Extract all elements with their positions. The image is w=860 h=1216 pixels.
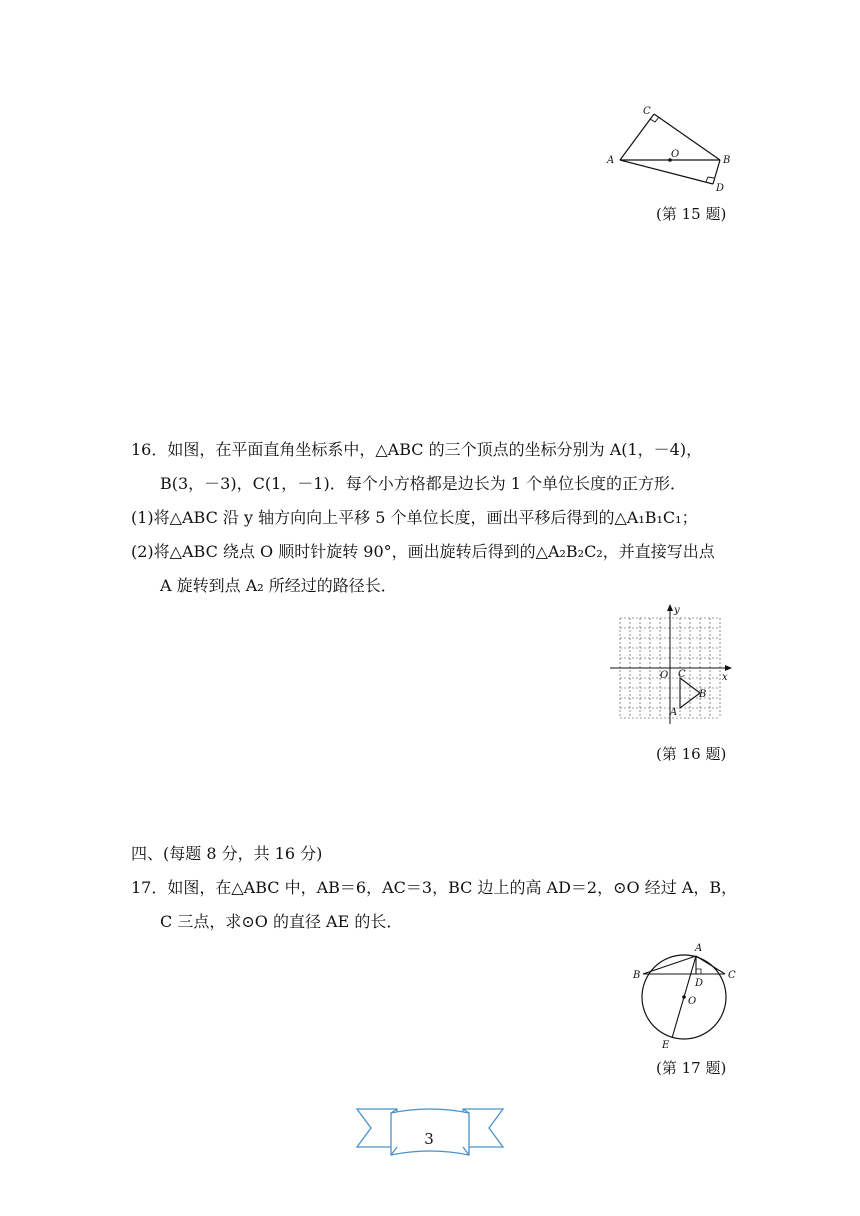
- q16-line-3: (1)将△ABC 沿 y 轴方向向上平移 5 个单位长度，画出平移后得到的△A₁B₁C₁；: [131, 508, 698, 527]
- q15-caption: (第 15 题): [656, 205, 727, 223]
- q16-caption: (第 16 题): [656, 745, 727, 763]
- q16-line-1: 16．如图，在平面直角坐标系中，△ABC 的三个顶点的坐标分别为 A(1，－4)，: [131, 440, 703, 459]
- section-4-heading: 四、(每题 8 分，共 16 分): [131, 844, 323, 863]
- q17-line-1: 17．如图，在△ABC 中，AB＝6，AC＝3，BC 边上的高 AD＝2，⊙O 经过 A，B，: [131, 878, 738, 897]
- q15-label-C: C: [643, 106, 651, 117]
- q15-label-B: B: [723, 155, 731, 166]
- q15-figure: [600, 100, 740, 195]
- q15-label-O: O: [671, 149, 680, 160]
- q17-label-C: C: [728, 970, 736, 981]
- q17-caption: (第 17 题): [656, 1059, 727, 1077]
- q17-label-B: B: [633, 970, 641, 981]
- q15-label-D: D: [716, 183, 725, 194]
- q17-circle-figure: [628, 938, 740, 1050]
- q17-line-2: C 三点，求⊙O 的直径 AE 的长．: [160, 912, 403, 931]
- q16-label-x: x: [722, 672, 728, 683]
- q16-grid-figure: [606, 602, 736, 727]
- q17-label-D: D: [695, 978, 704, 989]
- q17-label-O: O: [688, 996, 697, 1007]
- q17-label-A: A: [695, 943, 703, 954]
- q16-line-4: (2)将△ABC 绕点 O 顺时针旋转 90°，画出旋转后得到的△A₂B₂C₂，并直接写出点: [131, 542, 715, 561]
- q16-label-y: y: [674, 605, 680, 616]
- q15-label-A: A: [607, 155, 615, 166]
- q17-label-E: E: [662, 1040, 670, 1050]
- q16-label-C: C: [678, 669, 686, 680]
- q16-label-A: A: [670, 707, 678, 718]
- page-number: 3: [424, 1130, 434, 1148]
- q16-line-5: A 旋转到点 A₂ 所经过的路径长．: [160, 576, 397, 595]
- q16-label-B: B: [699, 689, 707, 700]
- q16-label-O: O: [660, 670, 669, 681]
- q16-line-2: B(3，－3)，C(1，－1)．每个小方格都是边长为 1 个单位长度的正方形．: [160, 474, 687, 493]
